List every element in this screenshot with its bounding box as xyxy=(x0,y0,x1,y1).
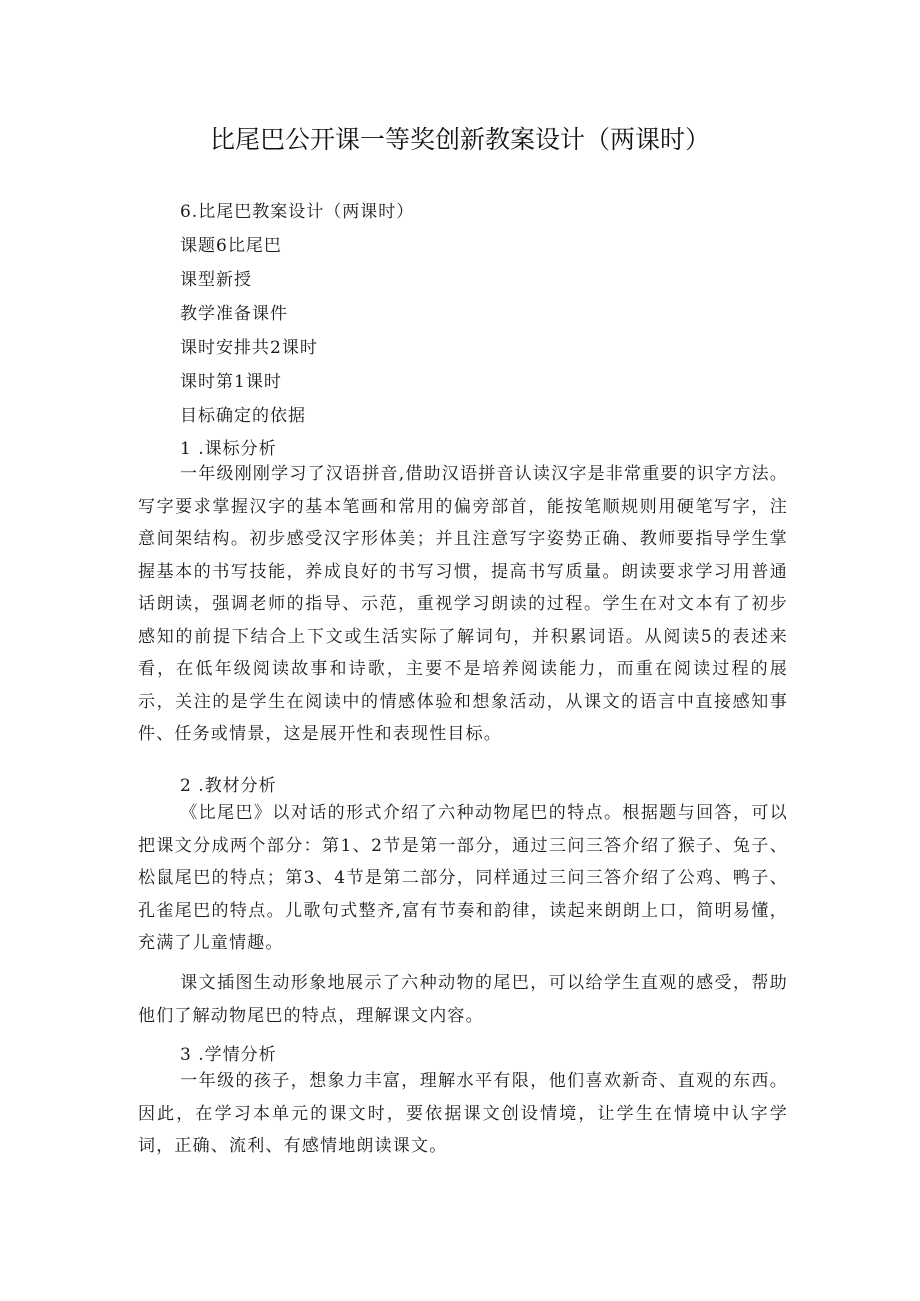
meta-line-topic: 课题6比尾巴 xyxy=(180,236,282,256)
paragraph-text: 一年级刚刚学习了汉语拼音,借助汉语拼音认读汉字是非常重要的识字方法。写字要求掌握汉字的基本笔画和常用的偏旁部首，能按笔顺规则用硬笔写字，注意间架结构。初步感受汉字形体美；并且注意写字姿势正确、教师要指导学生掌握基本的书写技能，养成良好的书写习惯，提高书写质量。朗读要求学习用普通话朗读，强调老师的指导、示范，重视学习朗读的过程。学生在对文本有了初步感知的前提下结合上下文或生活实际了解词句，并积累词语。从阅读5的表述来看，在低年级阅读故事和诗歌，主要不是培养阅读能力，而重在阅读过程的展示，关注的是学生在阅读中的情感体验和想象活动，从课文的语言中直接感知事件、任务或情景，这是展开性和表现性目标。 xyxy=(138,464,788,744)
document-title: 比尾巴公开课一等奖创新教案设计（两课时） xyxy=(209,125,710,154)
paragraph-text: 一年级的孩子，想象力丰富，理解水平有限，他们喜欢新奇、直观的东西。因此，在学习本单元的课文时，要依据课文创设情境，让学生在情境中认字学词，正确、流利、有感情地朗读课文。 xyxy=(138,1071,788,1156)
meta-line-preparation: 教学准备课件 xyxy=(180,304,288,324)
paragraph-text: 《比尾巴》以对话的形式介绍了六种动物尾巴的特点。根据题与回答，可以把课文分成两个部分：第1、2节是第一部分，通过三问三答介绍了猴子、兔子、松鼠尾巴的特点；第3、4节是第二部分，同样通过三问三答介绍了公鸡、鸭子、孔雀尾巴的特点。儿歌句式整齐,富有节奏和韵律，读起来朗朗上口，简明易懂，充满了儿童情趣。 xyxy=(138,803,788,953)
paragraph-textbook-analysis-1 xyxy=(138,797,788,960)
section-heading-curriculum: 1 .课标分析 xyxy=(180,439,277,459)
meta-line-lesson-design: 6.比尾巴教案设计（两课时） xyxy=(180,202,415,222)
meta-line-schedule: 课时安排共2课时 xyxy=(180,338,318,358)
meta-line-lesson-type: 课型新授 xyxy=(180,270,252,290)
paragraph-text: 课文插图生动形象地展示了六种动物的尾巴，可以给学生直观的感受，帮助他们了解动物尾巴的特点，理解课文内容。 xyxy=(138,973,788,1026)
meta-line-basis: 目标确定的依据 xyxy=(180,406,306,426)
section-heading-textbook: 2 .教材分析 xyxy=(180,776,277,796)
paragraph-curriculum-analysis xyxy=(138,458,788,751)
paragraph-learner-analysis xyxy=(138,1065,788,1163)
paragraph-textbook-analysis-2 xyxy=(138,967,788,1032)
meta-line-session: 课时第1课时 xyxy=(180,372,282,392)
section-heading-learners: 3 .学情分析 xyxy=(180,1045,277,1065)
